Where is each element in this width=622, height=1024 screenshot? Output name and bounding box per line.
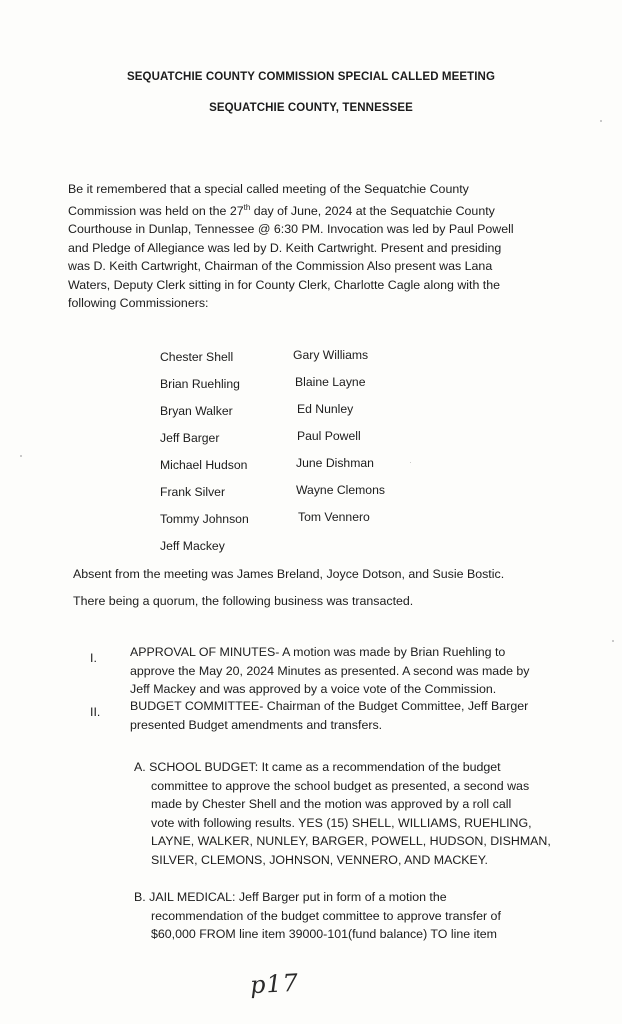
commissioner-name: Ed Nunley bbox=[297, 402, 354, 416]
intro-line: and Pledge of Allegiance was led by D. Keith Cartwright. Present and presiding bbox=[68, 240, 502, 255]
commissioner-name: Tom Vennero bbox=[298, 510, 370, 524]
meeting-title: SEQUATCHIE COUNTY COMMISSION SPECIAL CALLED MEETING bbox=[126, 71, 495, 83]
budget-committee-item: BUDGET COMMITTEE- Chairman of the Budget Committee, Jeff Barger presented Budget amendments and transfers. bbox=[130, 699, 529, 732]
commissioner-name: Bryan Walker bbox=[160, 404, 233, 418]
scan-speck bbox=[410, 462, 411, 463]
quorum-text: There being a quorum, the following business was transacted. bbox=[73, 594, 414, 608]
intro-line: Waters, Deputy Clerk sitting in for County Clerk, Charlotte Cagle along with the bbox=[68, 277, 501, 292]
intro-paragraph bbox=[68, 180, 514, 313]
commissioner-name: Chester Shell bbox=[160, 350, 234, 364]
commissioner-name: Jeff Mackey bbox=[160, 539, 225, 553]
commissioner-name: Frank Silver bbox=[160, 485, 226, 499]
commissioner-name: Blaine Layne bbox=[295, 375, 366, 389]
item-numeral: II. bbox=[90, 705, 101, 719]
commissioner-name: Gary Williams bbox=[293, 348, 369, 362]
commissioner-name: Michael Hudson bbox=[160, 458, 248, 472]
minutes-approval-item: APPROVAL OF MINUTES- A motion was made by Brian Ruehling to approve the May 20, 2024 Minutes as presented. A second was made by Jeff Mackey and was approved by a voice vote of the Commission. bbox=[130, 645, 530, 696]
jail-medical-subitem: B. JAIL MEDICAL: Jeff Barger put in form of a motion the recommendation of the budget committee to approve transfer of $60,000 FROM line item 39000-101(fund balance) TO line item bbox=[134, 890, 501, 941]
scan-speck bbox=[600, 120, 602, 122]
commissioner-name: Paul Powell bbox=[297, 429, 361, 443]
intro-line: Commission was held on the 27th day of June, 2024 at the Sequatchie County bbox=[68, 202, 495, 218]
school-budget-subitem: A. SCHOOL BUDGET: It came as a recommendation of the budget committee to approve the school budget as presented, a second was made by Chester Shell and the motion was approved by a roll call vote with following results. YES (15) SHELL, WILLIAMS, RUEHLING, LAYNE, WALKER, NUNLEY, BARGER, POWELL, HUDSON, DISHMAN, SILVER, CLEMONS, JOHNSON, VENNERO, AND MACKEY. bbox=[134, 760, 551, 867]
scan-speck bbox=[20, 455, 22, 457]
scan-speck bbox=[612, 640, 614, 642]
intro-line: Be it remembered that a special called meeting of the Sequatchie County bbox=[68, 182, 469, 196]
intro-line: Courthouse in Dunlap, Tennessee @ 6:30 PM. Invocation was led by Paul Powell bbox=[68, 222, 514, 237]
commissioner-name: Tommy Johnson bbox=[160, 512, 249, 526]
commissioner-name: Wayne Clemons bbox=[296, 483, 385, 497]
item-numeral: I. bbox=[90, 651, 97, 665]
absent-text: Absent from the meeting was James Breland, Joyce Dotson, and Susie Bostic. bbox=[73, 567, 505, 581]
commissioner-name: June Dishman bbox=[296, 456, 374, 470]
intro-line: was D. Keith Cartwright, Chairman of the Commission Also present was Lana bbox=[68, 259, 493, 274]
county-title: SEQUATCHIE COUNTY, TENNESSEE bbox=[209, 102, 413, 114]
handwritten-page-number: p17 bbox=[249, 968, 300, 1000]
commissioner-name: Jeff Barger bbox=[160, 431, 220, 445]
intro-line: following Commissioners: bbox=[68, 296, 209, 311]
commissioner-name: Brian Ruehling bbox=[160, 377, 240, 391]
